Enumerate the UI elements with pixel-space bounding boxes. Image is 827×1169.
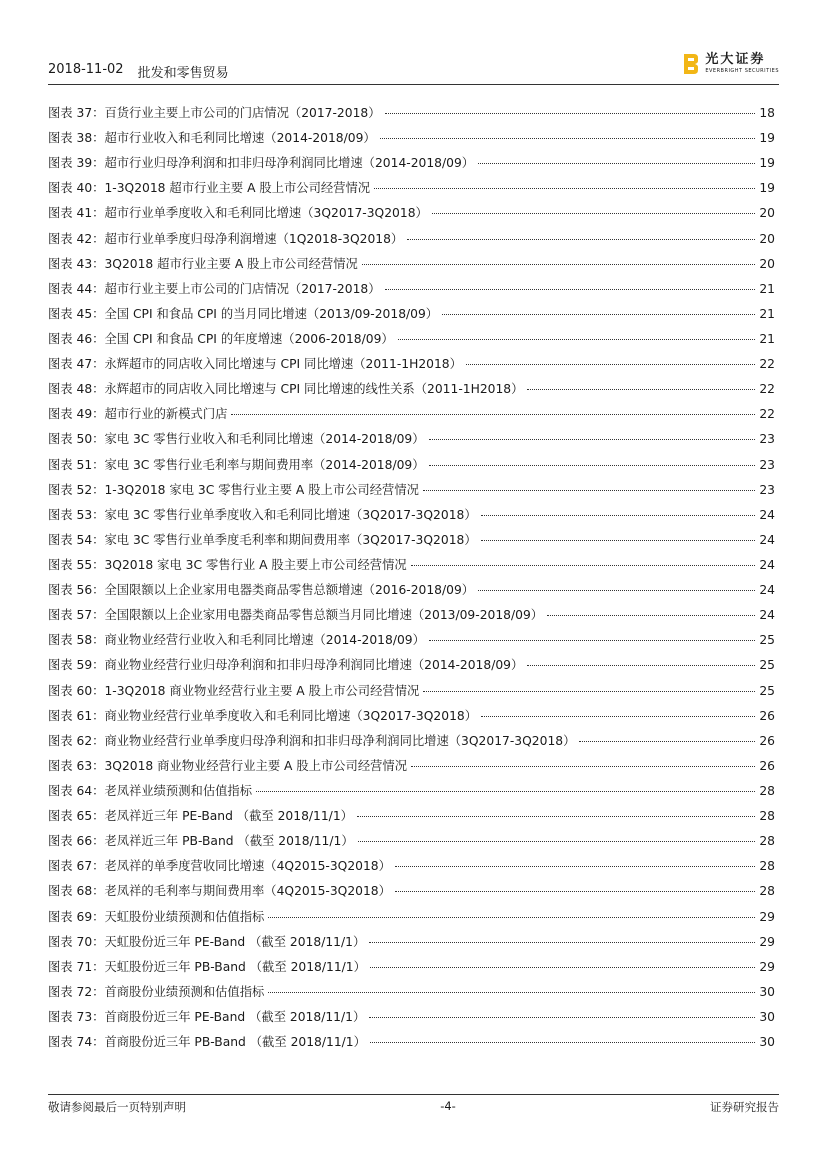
toc-entry-page: 22 [759, 407, 775, 422]
toc-entry-page: 23 [759, 432, 775, 447]
toc-entry-page: 22 [759, 357, 775, 372]
toc-entry-page: 28 [759, 783, 775, 798]
toc-entry-label: 图表 62：商业物业经营行业单季度归母净利润和扣非归母净利润同比增速（3Q2017-3Q2018） [48, 733, 576, 748]
toc-entry-label: 图表 39：超市行业归母净利润和扣非归母净利润同比增速（2014-2018/09） [48, 156, 475, 171]
toc-entry-label: 图表 59：商业物业经营行业归母净利润和扣非归母净利润同比增速（2014-2018/09） [48, 658, 524, 673]
toc-entry-label: 图表 55：3Q2018 家电 3C 零售行业 A 股主要上市公司经营情况 [48, 557, 407, 572]
toc-dot-leader [395, 866, 755, 867]
company-logo [683, 53, 779, 75]
toc-entry-label: 图表 57：全国限额以上企业家用电器类商品零售总额当月同比增速（2013/09-2018/09） [48, 608, 544, 623]
toc-entry-page: 26 [759, 758, 775, 773]
toc-entry[interactable] [48, 831, 775, 856]
toc-dot-leader [442, 314, 755, 315]
toc-dot-leader [370, 967, 755, 968]
toc-entry[interactable] [48, 1032, 775, 1057]
toc-entry[interactable] [48, 706, 775, 731]
toc-entry-page: 21 [759, 281, 775, 296]
toc-dot-leader [358, 841, 756, 842]
toc-dot-leader [466, 364, 755, 365]
toc-dot-leader [478, 163, 755, 164]
page-number: -4- [440, 1099, 456, 1113]
figure-list [48, 103, 775, 1057]
toc-entry-label: 图表 64：老凤祥业绩预测和估值指标 [48, 783, 253, 798]
toc-entry[interactable] [48, 530, 775, 555]
toc-dot-leader [385, 289, 756, 290]
toc-dot-leader [411, 565, 756, 566]
toc-dot-leader [527, 389, 755, 390]
toc-entry-label: 图表 60：1-3Q2018 商业物业经营行业主要 A 股上市公司经营情况 [48, 683, 420, 698]
toc-entry-page: 26 [759, 733, 775, 748]
toc-dot-leader [407, 239, 755, 240]
toc-entry[interactable] [48, 856, 775, 881]
logo-mark-icon [683, 53, 699, 75]
toc-dot-leader [398, 339, 756, 340]
toc-dot-leader [268, 992, 755, 993]
toc-entry-label: 图表 37：百货行业主要上市公司的门店情况（2017-2018） [48, 106, 381, 120]
toc-entry-page: 30 [759, 1009, 775, 1024]
toc-entry[interactable] [48, 203, 775, 228]
toc-entry[interactable] [48, 806, 775, 831]
toc-dot-leader [369, 942, 755, 943]
toc-dot-leader [429, 439, 756, 440]
toc-entry-label: 图表 45：全国 CPI 和食品 CPI 的当月同比增速（2013/09-2018/09） [48, 306, 439, 321]
toc-entry[interactable] [48, 555, 775, 580]
toc-entry-label: 图表 44：超市行业主要上市公司的门店情况（2017-2018） [48, 281, 381, 296]
footer-rule [48, 1094, 779, 1095]
toc-entry-page: 25 [759, 683, 775, 698]
toc-entry[interactable] [48, 681, 775, 706]
toc-entry-label: 图表 61：商业物业经营行业单季度收入和毛利同比增速（3Q2017-3Q2018） [48, 708, 478, 723]
toc-entry[interactable] [48, 881, 775, 906]
toc-entry-page: 28 [759, 809, 775, 824]
toc-entry[interactable] [48, 404, 775, 429]
toc-entry-page: 28 [759, 859, 775, 874]
toc-entry-label: 图表 67：老凤祥的单季度营收同比增速（4Q2015-3Q2018） [48, 859, 391, 874]
toc-entry-label: 图表 73：首商股份近三年 PE-Band （截至 2018/11/1） [48, 1009, 366, 1024]
page-header [48, 62, 229, 81]
toc-dot-leader [380, 138, 756, 139]
report-type: 证券研究报告 [710, 1100, 779, 1114]
toc-entry-label: 图表 41：超市行业单季度收入和毛利同比增速（3Q2017-3Q2018） [48, 206, 428, 221]
toc-entry-label: 图表 38：超市行业收入和毛利同比增速（2014-2018/09） [48, 131, 376, 146]
toc-dot-leader [481, 515, 756, 516]
toc-dot-leader [395, 891, 755, 892]
toc-entry[interactable] [48, 982, 775, 1007]
toc-entry-page: 29 [759, 909, 775, 924]
toc-entry[interactable] [48, 932, 775, 957]
toc-entry-page: 21 [759, 306, 775, 321]
toc-entry-page: 29 [759, 959, 775, 974]
toc-dot-leader [268, 917, 755, 918]
toc-entry-label: 图表 72：首商股份业绩预测和估值指标 [48, 984, 265, 999]
toc-entry-page: 19 [759, 181, 775, 196]
toc-entry-page: 30 [759, 984, 775, 999]
toc-entry[interactable] [48, 379, 775, 404]
toc-entry-label: 图表 54：家电 3C 零售行业单季度毛利率和期间费用率（3Q2017-3Q2018） [48, 532, 477, 547]
report-sector: 批发和零售贸易 [137, 66, 229, 81]
logo-name-cn: 光大证券 [705, 52, 766, 67]
toc-entry-label: 图表 65：老凤祥近三年 PE-Band （截至 2018/11/1） [48, 809, 353, 824]
toc-entry-page: 24 [759, 507, 775, 522]
toc-entry-page: 21 [759, 331, 775, 346]
toc-entry[interactable] [48, 455, 775, 480]
toc-dot-leader [547, 615, 755, 616]
toc-dot-leader [579, 741, 755, 742]
toc-entry-label: 图表 53：家电 3C 零售行业单季度收入和毛利同比增速（3Q2017-3Q2018） [48, 507, 477, 522]
toc-entry[interactable] [48, 329, 775, 354]
toc-dot-leader [256, 791, 755, 792]
toc-entry[interactable] [48, 103, 775, 128]
toc-entry-page: 25 [759, 633, 775, 648]
toc-entry[interactable] [48, 429, 775, 454]
toc-entry-label: 图表 63：3Q2018 商业物业经营行业主要 A 股上市公司经营情况 [48, 758, 408, 773]
toc-dot-leader [432, 213, 756, 214]
toc-entry-label: 图表 71：天虹股份近三年 PB-Band （截至 2018/11/1） [48, 959, 366, 974]
toc-entry-label: 图表 42：超市行业单季度归母净利润增速（1Q2018-3Q2018） [48, 231, 404, 246]
toc-entry-page: 30 [759, 1035, 775, 1050]
toc-entry-page: 22 [759, 382, 775, 397]
toc-entry-label: 图表 56：全国限额以上企业家用电器类商品零售总额增速（2016-2018/09） [48, 583, 475, 598]
toc-entry-page: 23 [759, 482, 775, 497]
toc-entry-page: 24 [759, 608, 775, 623]
report-date: 2018-11-02 [48, 62, 124, 77]
toc-dot-leader [357, 816, 755, 817]
toc-dot-leader [374, 188, 755, 189]
toc-dot-leader [385, 113, 756, 114]
toc-entry-label: 图表 58：商业物业经营行业收入和毛利同比增速（2014-2018/09） [48, 633, 425, 648]
toc-entry[interactable] [48, 655, 775, 680]
toc-entry-label: 图表 50：家电 3C 零售行业收入和毛利同比增速（2014-2018/09） [48, 432, 425, 447]
toc-dot-leader [478, 590, 755, 591]
toc-dot-leader [481, 540, 756, 541]
toc-entry-label: 图表 70：天虹股份近三年 PE-Band （截至 2018/11/1） [48, 934, 366, 949]
toc-entry-label: 图表 69：天虹股份业绩预测和估值指标 [48, 909, 265, 924]
toc-entry-page: 23 [759, 457, 775, 472]
toc-entry-page: 24 [759, 557, 775, 572]
toc-dot-leader [429, 465, 756, 466]
toc-entry-page: 20 [759, 206, 775, 221]
toc-entry-label: 图表 66：老凤祥近三年 PB-Band （截至 2018/11/1） [48, 834, 354, 849]
toc-entry[interactable] [48, 178, 775, 203]
header-rule [48, 84, 779, 85]
toc-entry-label: 图表 74：首商股份近三年 PB-Band （截至 2018/11/1） [48, 1035, 366, 1050]
toc-entry-page: 20 [759, 256, 775, 271]
toc-entry-label: 图表 68：老凤祥的毛利率与期间费用率（4Q2015-3Q2018） [48, 884, 391, 899]
toc-entry[interactable] [48, 630, 775, 655]
toc-entry-page: 19 [759, 156, 775, 171]
toc-entry[interactable] [48, 731, 775, 756]
toc-entry[interactable] [48, 229, 775, 254]
toc-entry[interactable] [48, 354, 775, 379]
footer-disclaimer: 敬请参阅最后一页特别声明 [48, 1100, 186, 1114]
toc-dot-leader [527, 665, 755, 666]
toc-entry-page: 25 [759, 658, 775, 673]
toc-entry-label: 图表 51：家电 3C 零售行业毛利率与期间费用率（2014-2018/09） [48, 457, 425, 472]
toc-entry[interactable] [48, 505, 775, 530]
toc-entry-page: 24 [759, 583, 775, 598]
toc-entry[interactable] [48, 128, 775, 153]
toc-entry-label: 图表 40：1-3Q2018 超市行业主要 A 股上市公司经营情况 [48, 181, 371, 196]
toc-entry[interactable] [48, 1007, 775, 1032]
toc-entry-label: 图表 46：全国 CPI 和食品 CPI 的年度增速（2006-2018/09） [48, 331, 394, 346]
toc-entry-page: 19 [759, 131, 775, 146]
toc-dot-leader [411, 766, 755, 767]
toc-entry-label: 图表 52：1-3Q2018 家电 3C 零售行业主要 A 股上市公司经营情况 [48, 482, 419, 497]
toc-entry[interactable] [48, 907, 775, 932]
toc-entry-label: 图表 43：3Q2018 超市行业主要 A 股上市公司经营情况 [48, 256, 358, 271]
toc-entry-page: 24 [759, 532, 775, 547]
toc-entry-page: 28 [759, 884, 775, 899]
toc-entry-page: 28 [759, 834, 775, 849]
toc-entry-label: 图表 47：永辉超市的同店收入同比增速与 CPI 同比增速（2011-1H2018） [48, 357, 462, 372]
toc-dot-leader [423, 691, 755, 692]
toc-entry[interactable] [48, 279, 775, 304]
toc-dot-leader [370, 1042, 755, 1043]
toc-entry[interactable] [48, 480, 775, 505]
toc-entry-page: 29 [759, 934, 775, 949]
toc-entry-label: 图表 48：永辉超市的同店收入同比增速与 CPI 同比增速的线性关系（2011-1H2018） [48, 382, 524, 397]
toc-entry[interactable] [48, 756, 775, 781]
toc-dot-leader [429, 640, 755, 641]
toc-entry[interactable] [48, 605, 775, 630]
toc-dot-leader [481, 716, 755, 717]
toc-entry[interactable] [48, 580, 775, 605]
page-footer [48, 1099, 779, 1115]
toc-entry-label: 图表 49：超市行业的新模式门店 [48, 407, 228, 422]
toc-entry-page: 18 [759, 106, 775, 120]
toc-entry[interactable] [48, 781, 775, 806]
toc-entry[interactable] [48, 153, 775, 178]
toc-entry-page: 26 [759, 708, 775, 723]
toc-entry[interactable] [48, 304, 775, 329]
toc-dot-leader [362, 264, 756, 265]
toc-dot-leader [423, 490, 755, 491]
toc-entry-page: 20 [759, 231, 775, 246]
toc-dot-leader [231, 414, 755, 415]
logo-name-en: EVERBRIGHT SECURITIES [705, 68, 779, 74]
toc-entry[interactable] [48, 957, 775, 982]
toc-dot-leader [369, 1017, 755, 1018]
toc-entry[interactable] [48, 254, 775, 279]
